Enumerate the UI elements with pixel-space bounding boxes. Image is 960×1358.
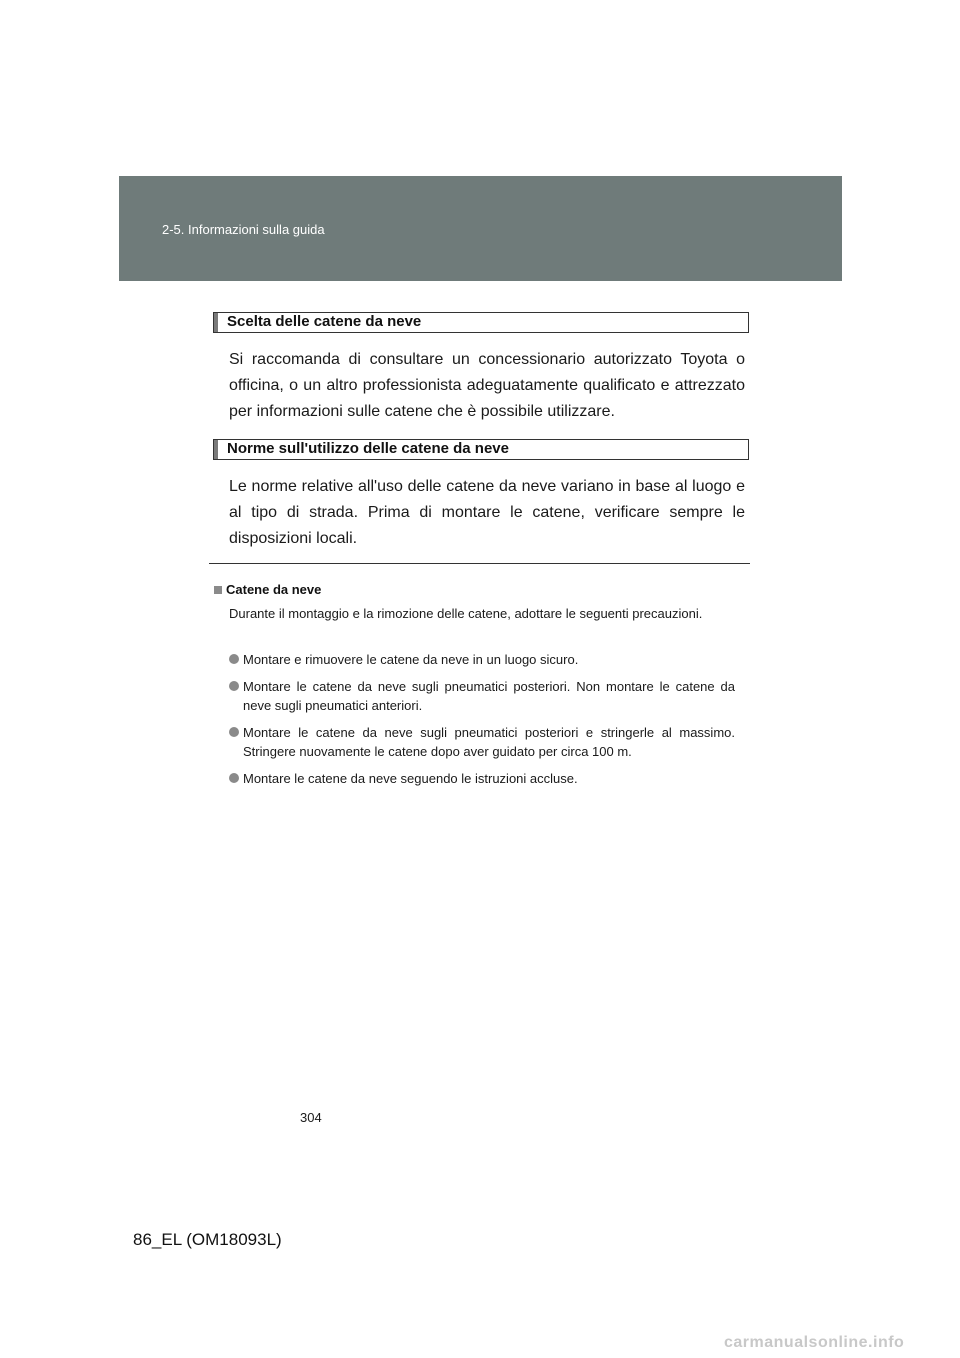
list-item-text: Montare le catene da neve sugli pneumatici posteriori e stringerle al massimo. Stringere nuovamente le catene dopo aver guidato per circa 100 m. (243, 725, 735, 759)
heading-accent-bar (214, 440, 218, 459)
list-item (229, 769, 743, 788)
precaution-list (229, 650, 743, 796)
heading-text: Scelta delle catene da neve (227, 313, 422, 330)
document-code: 86_EL (OM18093L) (133, 1230, 282, 1249)
list-item-text: Montare e rimuovere le catene da neve in un luogo sicuro. (243, 652, 579, 667)
section-heading-snow-chain-selection (213, 312, 749, 333)
note-title (214, 582, 321, 597)
divider (209, 563, 750, 564)
heading-accent-bar (214, 313, 218, 332)
page-number: 304 (300, 1110, 322, 1125)
list-item (229, 723, 743, 761)
circle-bullet-icon (229, 681, 239, 691)
heading-text: Norme sull'utilizzo delle catene da neve (227, 440, 509, 457)
list-item (229, 650, 743, 669)
note-intro: Durante il montaggio e la rimozione delle catene, adottare le seguenti precauzioni. (229, 606, 703, 621)
section-label: 2-5. Informazioni sulla guida (162, 222, 325, 237)
list-item-text: Montare le catene da neve sugli pneumatici posteriori. Non montare le catene da neve sugli pneumatici anteriori. (243, 679, 735, 713)
list-item (229, 677, 743, 715)
header-band (119, 176, 842, 281)
circle-bullet-icon (229, 773, 239, 783)
watermark: carmanualsonline.info (724, 1334, 905, 1351)
list-item-text: Montare le catene da neve seguendo le istruzioni accluse. (243, 771, 578, 786)
circle-bullet-icon (229, 727, 239, 737)
section-paragraph: Le norme relative all'uso delle catene da neve variano in base al luogo e al tipo di strada. Prima di montare le catene, verificare sempre le disposizioni locali. (229, 478, 745, 547)
section-paragraph: Si raccomanda di consultare un concessionario autorizzato Toyota o officina, o un altro professionista adeguatamente qualificato e attrezzato per informazioni sulle catene che è possibile utilizzare. (229, 351, 745, 420)
circle-bullet-icon (229, 654, 239, 664)
square-icon (214, 586, 222, 594)
section-heading-snow-chain-regulations (213, 439, 749, 460)
note-title-text: Catene da neve (226, 582, 322, 597)
